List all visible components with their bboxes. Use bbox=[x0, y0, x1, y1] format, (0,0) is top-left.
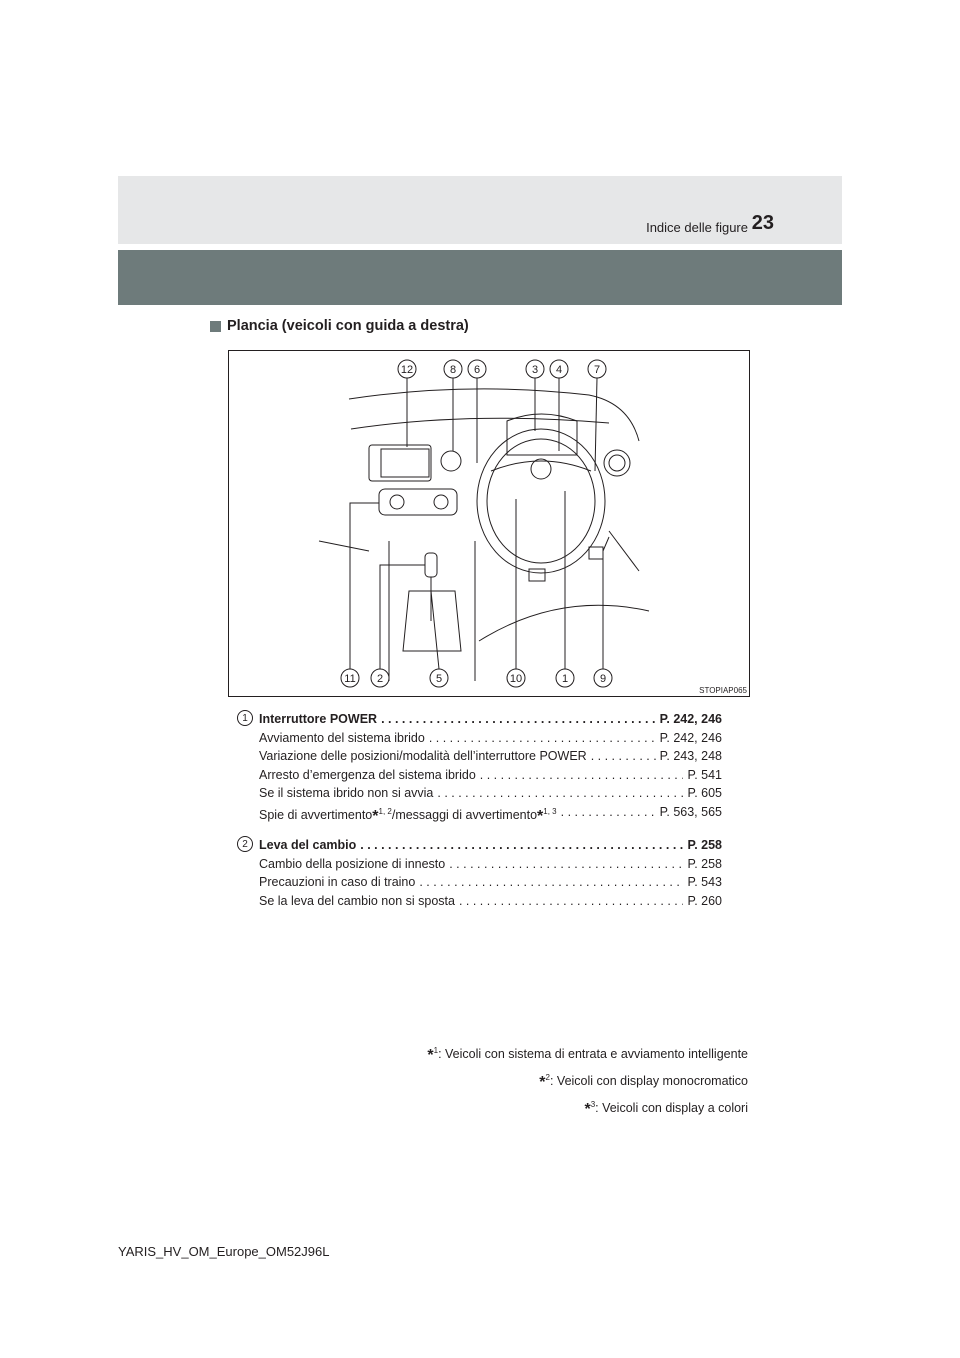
sub-page: P. 243, 248 bbox=[659, 749, 722, 763]
sub-page: P. 541 bbox=[687, 767, 722, 782]
dot-leader bbox=[449, 855, 683, 874]
entry-main-line bbox=[259, 710, 722, 729]
footnote-1: *$^1$: Veicoli con sistema di entrata e avviamento intelligente bbox=[427, 1046, 748, 1065]
dot-leader bbox=[419, 873, 683, 892]
sub-label: Precauzioni in caso di traino bbox=[259, 875, 416, 890]
sub-page: P. 242, 246 bbox=[659, 730, 722, 745]
entry-sub-line bbox=[259, 784, 722, 803]
dot-leader bbox=[591, 747, 656, 766]
callout-7-label: 7 bbox=[593, 364, 601, 376]
header-dark-band bbox=[118, 250, 842, 305]
heading-square-icon bbox=[210, 321, 221, 332]
callout-10-label: 10 bbox=[509, 673, 523, 685]
dot-leader bbox=[360, 836, 683, 855]
dashboard-line-art bbox=[319, 389, 649, 681]
callout-12-label: 12 bbox=[400, 364, 414, 376]
entry-sub-line bbox=[259, 873, 722, 892]
callout-4-label: 4 bbox=[555, 364, 563, 376]
entry-page: P. 242, 246 bbox=[659, 712, 722, 726]
entry-1 bbox=[237, 710, 722, 826]
footnote-3: *$^3$: Veicoli con display a colori bbox=[584, 1100, 748, 1119]
sub-label: Se il sistema ibrido non si avvia bbox=[259, 786, 434, 800]
sub-page: P. 605 bbox=[687, 786, 722, 800]
sub-label: Variazione delle posizioni/modalità dell’interruttore POWER bbox=[259, 749, 587, 763]
callout-3-label: 3 bbox=[531, 364, 539, 376]
callout-11-label: 11 bbox=[344, 673, 356, 685]
dot-leader bbox=[381, 710, 656, 729]
entry-2 bbox=[237, 836, 722, 910]
section-title: Indice delle figure bbox=[646, 220, 748, 235]
callout-2-label: 2 bbox=[376, 673, 384, 685]
entry-label: Interruttore POWER bbox=[259, 712, 378, 726]
entry-sub-line bbox=[259, 729, 722, 748]
figure-code: STOPIAP065 bbox=[699, 686, 747, 695]
dot-leader bbox=[561, 803, 656, 827]
callout-9-label: 9 bbox=[599, 673, 607, 685]
entry-sub-line bbox=[259, 747, 722, 766]
dashboard-illustration bbox=[229, 351, 749, 696]
entry-page: P. 258 bbox=[687, 838, 722, 853]
entry-sub-line bbox=[259, 766, 722, 785]
entry-sub-line bbox=[259, 892, 722, 911]
sub-page: P. 258 bbox=[687, 856, 722, 871]
callout-6-label: 6 bbox=[473, 364, 481, 376]
callout-5-label: 5 bbox=[435, 673, 443, 685]
entry-number: 2 bbox=[237, 836, 253, 852]
sub-label: Spie di avvertimento*$^{1, 2}$/messaggi di avvertimento*$^{1, 3}$ bbox=[259, 806, 557, 825]
sub-page: P. 563, 565 bbox=[659, 804, 722, 819]
entry-sub-line bbox=[259, 855, 722, 874]
entry-list bbox=[237, 710, 722, 920]
footnotes bbox=[427, 1040, 748, 1121]
entry-number: 1 bbox=[237, 710, 253, 726]
sub-page: P. 543 bbox=[687, 875, 722, 890]
callout-1-label: 1 bbox=[561, 673, 569, 685]
dashboard-figure bbox=[228, 350, 750, 697]
dot-leader bbox=[459, 892, 684, 911]
entry-sub-line-warning bbox=[259, 803, 722, 827]
page-number: 23 bbox=[751, 212, 774, 234]
sub-page: P. 260 bbox=[687, 893, 722, 908]
sub-label: Avviamento del sistema ibrido bbox=[259, 730, 425, 745]
footnote-2: *$^2$: Veicoli con display monocromatico bbox=[539, 1073, 748, 1092]
dot-leader bbox=[437, 784, 683, 803]
sub-label: Se la leva del cambio non si sposta bbox=[259, 893, 455, 908]
sub-label: Arresto d’emergenza del sistema ibrido bbox=[259, 767, 476, 782]
entry-main-line bbox=[259, 836, 722, 855]
callout-8-label: 8 bbox=[449, 364, 457, 376]
footer-doc-id: YARIS_HV_OM_Europe_OM52J96L bbox=[118, 1244, 330, 1259]
sub-label: Cambio della posizione di innesto bbox=[259, 856, 446, 871]
section-heading-text: Plancia (veicoli con guida a destra) bbox=[227, 318, 469, 334]
dot-leader bbox=[480, 766, 684, 785]
section-heading bbox=[210, 318, 469, 334]
dot-leader bbox=[429, 729, 656, 748]
entry-label: Leva del cambio bbox=[259, 838, 357, 853]
